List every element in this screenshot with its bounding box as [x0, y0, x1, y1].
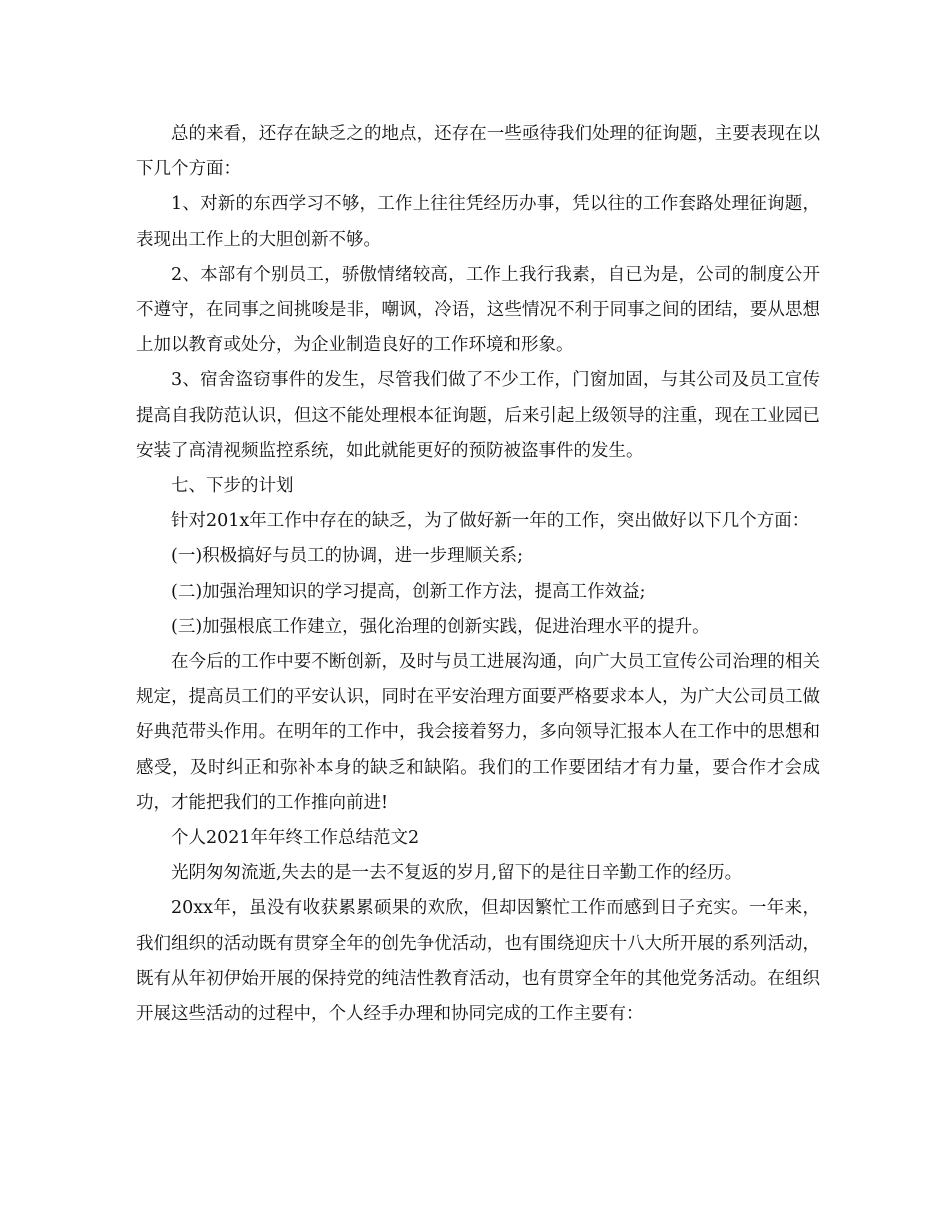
plan-item-2: (二)加强治理知识的学习提高，创新工作方法，提高工作效益; — [171, 581, 646, 602]
paragraph-issue-3: 3、宿舍盗窃事件的发生，尽管我们做了不少工作，门窗加固，与其公司及员工宣传提高自我防范认识，但这不能处理根本征询题，后来引起上级领导的注重，现在工业园已安装了高清视频监控系统，如此就能更好的预防被盗事件的发生。 — [136, 370, 820, 461]
paragraph-year-review: 20xx年，虽没有收获累累硕果的欢欣，但却因繁忙工作而感到日子充实。一年来，我们组织的活动既有贯穿全年的创先争优活动，也有围绕迎庆十八大所开展的系列活动，既有从年初伊始开展的保持党的纯洁性教育活动，也有贯穿全年的其他党务活动。在组织开展这些活动的过程中，个人经手办理和协同完成的工作主要有： — [136, 898, 820, 1025]
section-heading-sample-2: 个人2021年年终工作总结范文2 — [171, 828, 420, 849]
paragraph-issue-1: 1、对新的东西学习不够，工作上往往凭经历办事，凭以往的工作套路处理征询题，表现出工作上的大胆创新不够。 — [136, 194, 820, 250]
paragraph-time-passes: 光阴匆匆流逝,失去的是一去不复返的岁月,留下的是往日辛勤工作的经历。 — [171, 863, 743, 884]
paragraph-summary-intro: 总的来看，还存在缺乏之的地点，还存在一些亟待我们处理的征询题，主要表现在以下几个方面： — [136, 124, 820, 180]
plan-item-3: (三)加强根底工作建立，强化治理的创新实践，促进治理水平的提升。 — [171, 616, 710, 637]
plan-item-1: (一)积极搞好与员工的协调，进一步理顺关系; — [171, 546, 524, 567]
paragraph-issue-2: 2、本部有个别员工，骄傲情绪较高，工作上我行我素，自已为是，公司的制度公开不遵守，在同事之间挑唆是非，嘲讽，冷语，这些情况不利于同事之间的团结，要从思想上加以教育或处分，为企业制造良好的工作环境和形象。 — [136, 264, 820, 356]
paragraph-plan-intro: 针对201x年工作中存在的缺乏，为了做好新一年的工作，突出做好以下几个方面： — [171, 511, 810, 532]
document-body — [136, 117, 820, 1032]
section-heading-next-plan: 七、下步的计划 — [171, 476, 294, 497]
paragraph-future-work: 在今后的工作中要不断创新，及时与员工进展沟通，向广大员工宣传公司治理的相关规定，提高员工们的平安认识，同时在平安治理方面要严格要求本人，为广大公司员工做好典范带头作用。在明年的工作中，我会接着努力，多向领导汇报本人在工作中的思想和感受，及时纠正和弥补本身的缺乏和缺陷。我们的工作要团结才有力量，要合作才会成功，才能把我们的工作推向前进! — [136, 652, 820, 813]
